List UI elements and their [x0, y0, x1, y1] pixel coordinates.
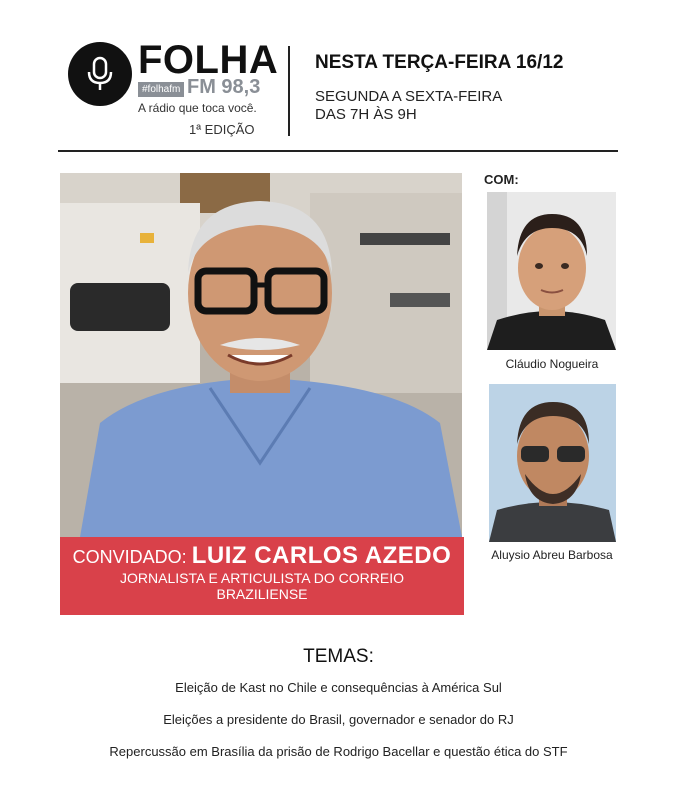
- frequency: FM 98,3: [187, 76, 261, 98]
- header-divider: [288, 46, 290, 136]
- schedule-hours: DAS 7H ÀS 9H: [315, 106, 417, 123]
- guest-photo: [60, 173, 462, 537]
- schedule-days: SEGUNDA A SEXTA-FEIRA: [315, 88, 503, 105]
- guest-banner: [60, 537, 464, 615]
- host-photo-1: [487, 192, 616, 350]
- topic-item: Eleição de Kast no Chile e consequências à América Sul: [175, 680, 502, 695]
- topics-heading: TEMAS:: [303, 646, 374, 667]
- topic-item: Repercussão em Brasília da prisão de Rodrigo Bacellar e questão ética do STF: [109, 744, 568, 759]
- edition: 1ª EDIÇÃO: [189, 122, 255, 137]
- guest-label: CONVIDADO:: [72, 547, 187, 567]
- microphone-logo-icon: [68, 42, 132, 106]
- host-name-2: Aluysio Abreu Barbosa: [491, 548, 613, 562]
- header-rule: [58, 150, 618, 152]
- hashtag-badge: #folhafm: [138, 82, 184, 97]
- topic-item: Eleições a presidente do Brasil, governador e senador do RJ: [163, 712, 514, 727]
- brand-name: FOLHA: [138, 38, 279, 82]
- slogan: A rádio que toca você.: [138, 101, 257, 115]
- guest-title: [60, 543, 464, 570]
- host-photo-2: [489, 384, 616, 542]
- headline-date: NESTA TERÇA-FEIRA 16/12: [315, 52, 564, 73]
- hosts-heading: COM:: [484, 172, 519, 187]
- guest-role: JORNALISTA E ARTICULISTA DO CORREIO BRAZILIENSE: [120, 570, 404, 602]
- guest-name: LUIZ CARLOS AZEDO: [191, 542, 452, 569]
- host-name-1: Cláudio Nogueira: [505, 357, 599, 371]
